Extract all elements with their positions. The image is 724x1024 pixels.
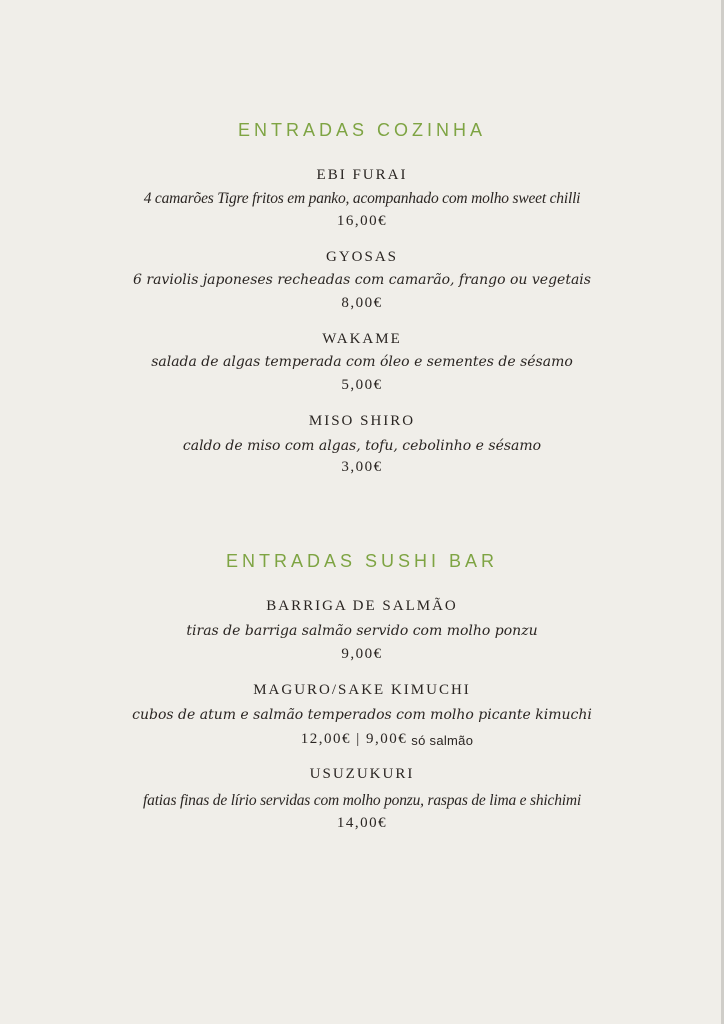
menu-item-description: fatias finas de lírio servidas com molho ponzu, raspas de lima e shichimi [143, 792, 581, 809]
menu-item-description: cubos de atum e salmão temperados com molho picante kimuchi [132, 707, 592, 723]
menu-item-name: WAKAME [322, 331, 402, 347]
menu-item-description: salada de algas temperada com óleo e sementes de sésamo [151, 354, 573, 370]
menu-item-name: MAGURO/SAKE KIMUCHI [253, 682, 471, 698]
section-title-entradas-cozinha: ENTRADAS COZINHA [237, 120, 487, 140]
menu-item-name: MISO SHIRO [308, 413, 416, 429]
menu-item-price: 8,00€ [341, 295, 383, 311]
menu-item-price: 9,00€ [341, 646, 383, 662]
menu-item-price: 12,00€ | 9,00€ [300, 731, 408, 747]
menu-item-name: BARRIGA DE SALMÃO [266, 598, 458, 614]
menu-item-name: GYOSAS [325, 249, 398, 265]
menu-item-description: 4 camarões Tigre fritos em panko, acompanhado com molho sweet chilli [143, 190, 581, 207]
menu-item-price: 16,00€ [336, 213, 388, 229]
menu-item-name: EBI FURAI [316, 167, 408, 183]
menu-item-description: 6 raviolis japoneses recheadas com camarão, frango ou vegetais [133, 272, 591, 288]
section-title-entradas-sushi-bar: ENTRADAS SUSHI BAR [225, 551, 499, 571]
menu-item-price-line [0, 731, 724, 748]
menu-item-price: 5,00€ [341, 377, 383, 393]
menu-item-description: tiras de barriga salmão servido com molho ponzu [186, 623, 538, 639]
menu-item-price: 14,00€ [336, 815, 388, 831]
menu-item-price-note: só salmão [411, 733, 474, 748]
menu-item-price: 3,00€ [341, 459, 383, 475]
menu-item-name: USUZUKURI [309, 766, 415, 782]
menu-item-description: caldo de miso com algas, tofu, cebolinho e sésamo [182, 438, 542, 454]
